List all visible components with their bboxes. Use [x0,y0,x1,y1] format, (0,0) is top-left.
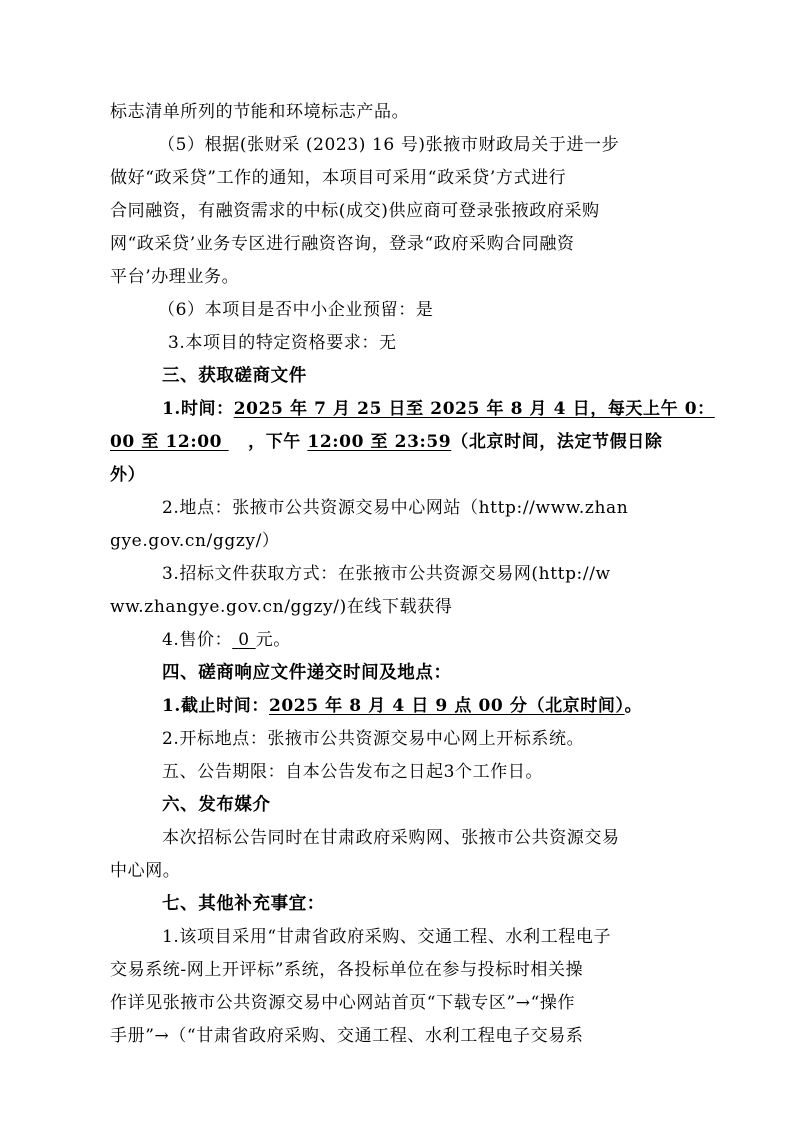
section-heading-4: 四、磋商响应文件递交时间及地点： [162,663,452,683]
supplement-line-4: 手册”→（“甘肃省政府采购、交通工程、水利工程电子交易系 [110,1026,584,1046]
place-line-2: gye.gov.cn/ggzy/） [110,531,280,551]
afternoon-hours: 12:00 至 23:59 [307,432,452,452]
afternoon-label: ，下午 [248,432,308,452]
acquisition-time-line-1 [110,393,715,426]
time-daily: ，每天上午 0： [590,399,715,419]
supplement-line-2: 交易系统-网上开评标”系统，各投标单位在参与投标时相关操 [110,960,584,980]
section-heading-7: 七、其他补充事宜： [162,894,325,914]
method-line-1: 3.招标文件获取方式：在张掖市公共资源交易网(http://w [162,564,611,584]
opening-place-line: 2.开标地点：张掖市公共资源交易中心网上开标系统。 [162,729,585,749]
text-line: 平台’办理业务。 [110,267,240,287]
price-line [110,624,676,657]
document-body [110,96,715,1053]
price-prefix: 4.售价： [162,630,233,650]
beijing-time-note: （北京时间，法定节假日除 [451,432,663,452]
text-line: 标志清单所列的节能和环境标志产品。 [110,102,410,122]
section-heading-3: 三、获取磋商文件 [162,366,307,386]
time-prefix: 1.时间： [162,399,234,419]
media-line-2: 中心网。 [110,861,181,881]
text-line: 做好“政采贷”工作的通知，本项目可采用“政采贷’方式进行 [110,168,567,188]
announcement-period-line: 五、公告期限：自本公告发布之日起3个工作日。 [162,762,544,782]
acquisition-time-line-2 [110,426,676,459]
deadline-line [110,690,676,723]
supplement-line-1: 1.该项目采用“甘肃省政府采购、交通工程、水利工程电子 [162,927,612,947]
media-line-1: 本次招标公告同时在甘肃政府采购网、张掖市公共资源交易 [162,828,620,848]
text-line: 网“政采贷’业务专区进行融资咨询，登录“政府采购合同融资 [110,234,575,254]
deadline-value: 2025 年 8 月 4 日 9 点 00 分（北京时间） [268,696,625,716]
text-line: （5）根据(张财采 (2023) 16 号)张掖市财政局关于进一步 [158,135,620,155]
place-line-1: 2.地点：张掖市公共资源交易中心网站（http://www.zhan [162,498,629,518]
morning-hours: 00 至 12:00 [110,432,223,452]
section-heading-6: 六、发布媒介 [162,795,271,815]
method-line-2: ww.zhangye.gov.cn/ggzy/)在线下载获得 [110,597,453,617]
underline-gap [222,426,248,459]
deadline-suffix: 。 [624,696,643,716]
time-range: 2025 年 7 月 25 日至 2025 年 8 月 4 日 [233,399,591,419]
text-line: 合同融资，有融资需求的中标(成交)供应商可登录张掖政府采购 [110,201,600,221]
price-suffix: 元。 [255,630,291,650]
price-value: 0 [238,630,250,650]
deadline-prefix: 1.截止时间： [162,696,269,716]
text-line: （6）本项目是否中小企业预留：是 [158,300,434,320]
text-line: 3.本项目的特定资格要求：无 [168,333,397,353]
supplement-line-3: 作详见张掖市公共资源交易中心网站首页“下载专区”→“操作 [110,993,576,1013]
acquisition-time-line-3: 外） [110,465,146,485]
